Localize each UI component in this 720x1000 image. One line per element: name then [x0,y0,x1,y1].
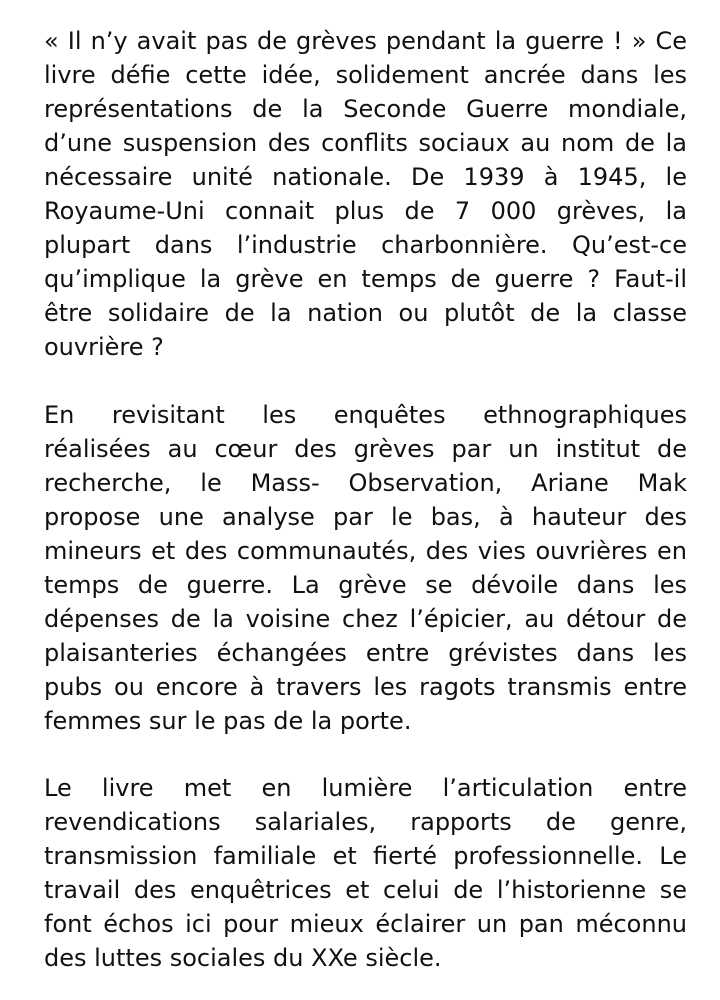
text-line: qu’implique la grève en temps de guerre ? Faut-il [44,265,687,293]
text-line: mineurs et des communautés, des vies ouvrières en [44,537,687,565]
book-description [44,0,687,1000]
text-line: revendications salariales, rapports de genre, [44,808,687,836]
paragraph-analysis [44,398,687,738]
text-line: En revisitant les enquêtes ethnographiques [44,401,687,429]
text-line: plaisanteries échangées entre grévistes dans les [44,639,687,667]
text-line: propose une analyse par le bas, à hauteur des [44,503,687,531]
text-line: Le livre met en lumière l’articulation entre [44,774,687,802]
text-line: représentations de la Seconde Guerre mondiale, [44,95,687,123]
text-line: des luttes sociales du XXe siècle. [44,944,442,972]
paragraph-intro [44,24,687,364]
text-line: réalisées au cœur des grèves par un institut de [44,435,687,463]
text-line: travail des enquêtrices et celui de l’historienne se [44,876,687,904]
text-line: femmes sur le pas de la porte. [44,707,412,735]
text-line: nécessaire unité nationale. De 1939 à 1945, le [44,163,687,191]
text-line: transmission familiale et fierté professionnelle. Le [44,842,687,870]
paragraph-conclusion [44,771,687,975]
text-line: être solidaire de la nation ou plutôt de la classe [44,299,687,327]
text-line: d’une suspension des conflits sociaux au nom de la [44,129,687,157]
text-line: plupart dans l’industrie charbonnière. Qu’est-ce [44,231,687,259]
text-line: livre défie cette idée, solidement ancrée dans les [44,61,687,89]
text-line: Royaume-Uni connait plus de 7 000 grèves, la [44,197,687,225]
text-line: ouvrière ? [44,333,164,361]
text-line: font échos ici pour mieux éclairer un pan méconnu [44,910,687,938]
text-line: recherche, le Mass- Observation, Ariane Mak [44,469,687,497]
text-line: pubs ou encore à travers les ragots transmis entre [44,673,687,701]
text-line: temps de guerre. La grève se dévoile dans les [44,571,687,599]
text-line: « Il n’y avait pas de grèves pendant la guerre ! » Ce [44,27,687,55]
text-line: dépenses de la voisine chez l’épicier, au détour de [44,605,687,633]
